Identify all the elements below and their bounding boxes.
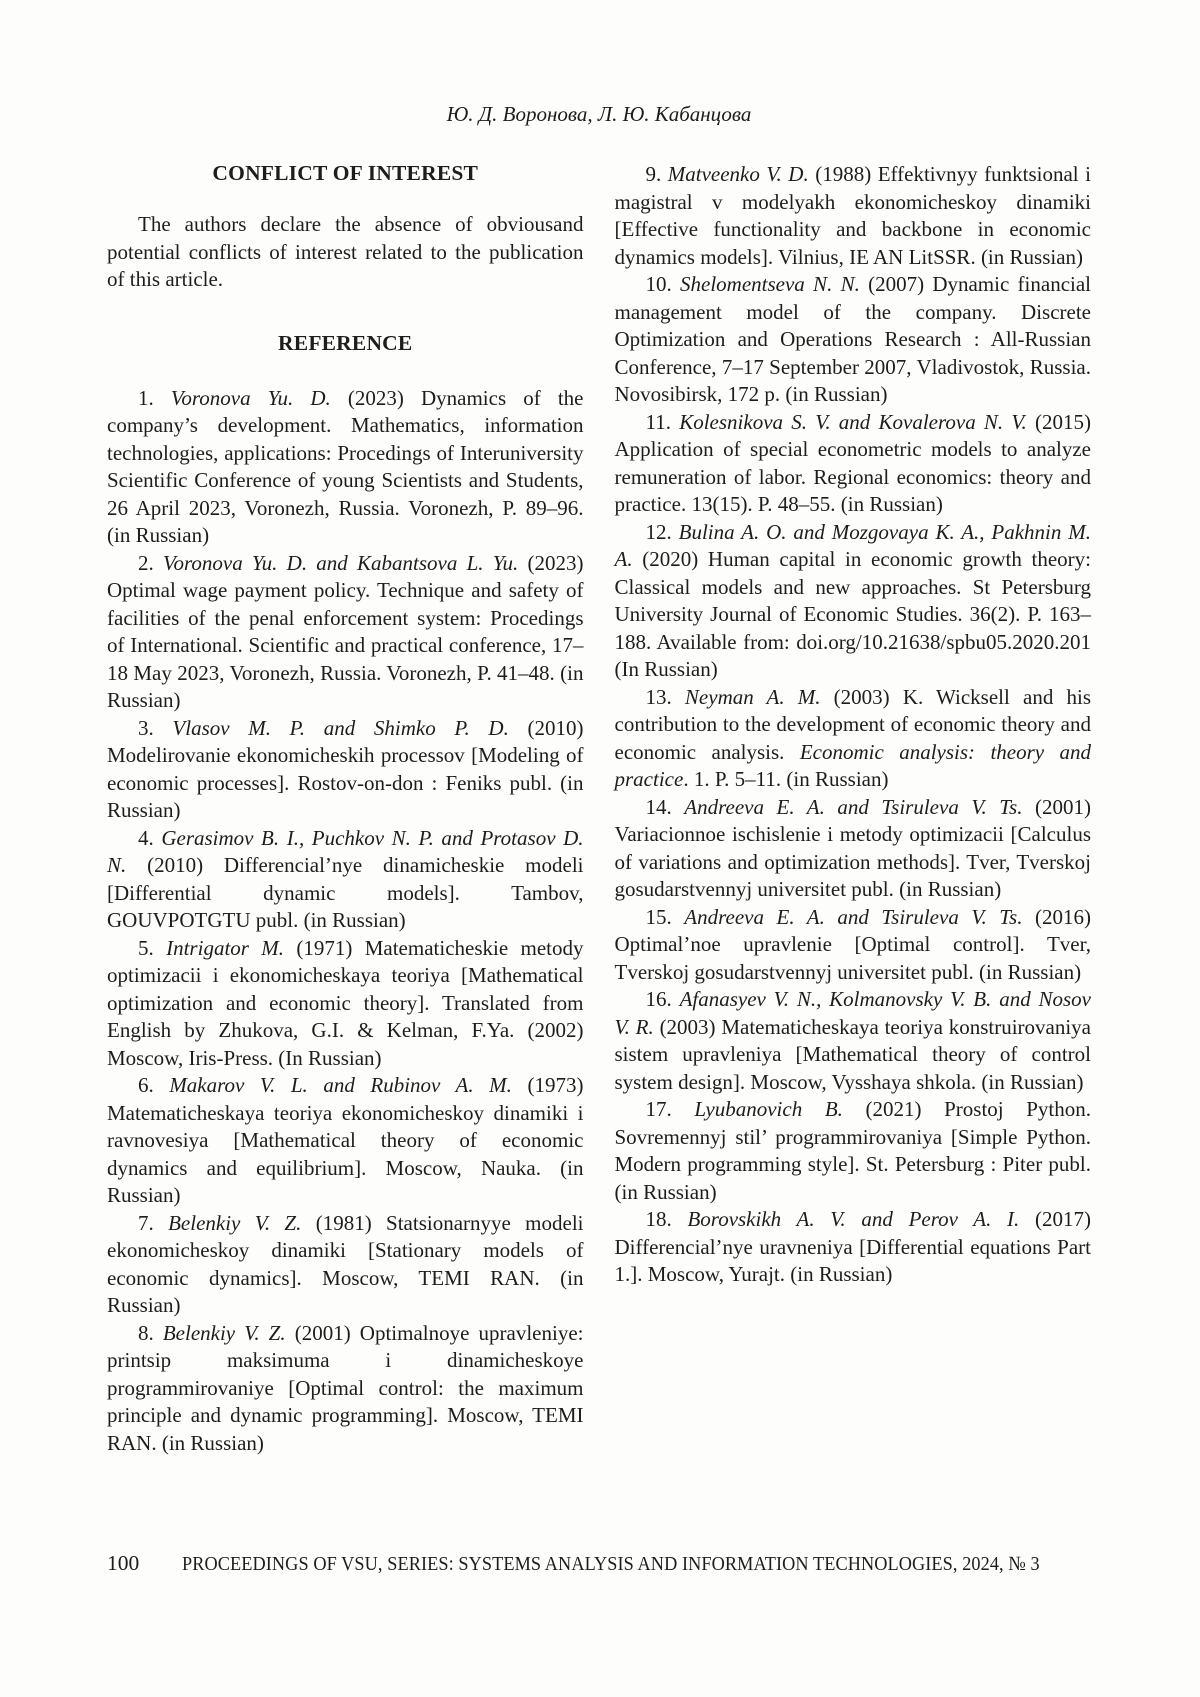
reference-italic-segment: Economic analysis: theory and practice — [614, 739, 1091, 791]
reference-item-2 — [107, 550, 584, 715]
reference-italic-segment: Matveenko V. D. — [667, 162, 809, 186]
conflict-of-interest-heading: CONFLICT OF INTEREST — [212, 161, 479, 185]
reference-text-segment: (1988) Effektivnyy funktsional i magistral v modelyakh ekonomicheskoy dinamiki [Effective functionality and backbone in economic dynamics models]. Vilnius, IE AN LitSSR. (in Russian) — [614, 162, 1091, 269]
reference-item-4 — [107, 825, 584, 935]
reference-item-12 — [615, 519, 1092, 684]
reference-text-segment: 16. — [645, 987, 680, 1011]
reference-italic-segment: Voronova Yu. D. and Kabantsova L. Yu. — [162, 550, 519, 575]
reference-text-segment: 17. — [645, 1097, 695, 1121]
reference-item-7 — [107, 1210, 584, 1320]
reference-item-9 — [615, 161, 1092, 271]
reference-item-8 — [107, 1320, 584, 1458]
reference-text-segment: . 1. P. 5–11. (in Russian) — [683, 767, 889, 791]
left-column — [107, 161, 584, 1457]
references-list-right — [615, 161, 1092, 1289]
reference-item-5 — [107, 935, 584, 1073]
reference-italic-segment: Bulina A. O. and Mozgovaya K. A., Pakhnin M. A. — [614, 519, 1092, 571]
reference-text-segment: 2. — [138, 550, 163, 575]
reference-text-segment: (2020) Human capital in economic growth theory: Classical models and new approaches. St Petersburg University Journal of Economic Studies. 36(2). P. 163–188. Available from: doi.org/10.21638/spbu05.2020.201 (In Russian) — [614, 547, 1091, 681]
reference-text-segment: (2003) Matematicheskaya teoriya konstruirovaniya sistem upravleniya [Mathematical theory of control system design]. Moscow, Vysshaya shkola. (in Russian) — [614, 1014, 1092, 1094]
reference-text-segment: (2021) Prostoj Python. Sovremennyj stil’ programmirovaniya [Simple Python. Modern programming style]. St. Petersburg : Piter publ. (in Russian) — [614, 1097, 1091, 1204]
reference-italic-segment: Shelomentseva N. N. — [680, 272, 860, 296]
reference-item-16 — [615, 986, 1092, 1096]
reference-italic-segment: Afanasyev V. N., Kolmanovsky V. B. and Nosov V. R. — [614, 987, 1092, 1039]
reference-heading: REFERENCE — [278, 330, 413, 355]
reference-text-segment: 3. — [138, 715, 173, 740]
reference-text-segment: (2017) Differencial’nye uravneniya [Differential equations Part 1.]. Moscow, Yurajt. (in Russian) — [614, 1207, 1091, 1286]
reference-text-segment: 1. — [138, 385, 171, 410]
reference-text-segment: 6. — [138, 1073, 170, 1097]
reference-text-segment: (2007) Dynamic financial management model of the company. Discrete Optimization and Operations Research : All-Russian Conference, 7–17 September 2007, Vladivostok, Russia. Novosibirsk, 172 p. (in Russian) — [614, 272, 1092, 406]
page-number: 100 — [107, 1551, 140, 1575]
reference-italic-segment: Makarov V. L. and Rubinov A. M. — [169, 1073, 512, 1097]
reference-text-segment: 4. — [138, 825, 162, 850]
reference-italic-segment: Gerasimov B. I., Puchkov N. P. and Protasov D. N. — [107, 825, 584, 877]
reference-text-segment: 14. — [645, 794, 685, 819]
reference-text-segment: 10. — [645, 272, 681, 296]
reference-text-segment: (1973) Matematicheskaya teoriya ekonomicheskoy dinamiki i ravnovesiya [Mathematical theory of economic dynamics and equilibrium]. Moscow, Nauka. (in Russian) — [107, 1073, 584, 1207]
reference-italic-segment: Andreeva E. A. and Tsiruleva V. Ts. — [684, 904, 1023, 929]
reference-text-segment: (2001) Variacionnoe ischislenie i metody optimizacii [Calculus of variations and optimization methods]. Tver, Tverskoj gosudarstvennyj universitet publ. (in Russian) — [614, 794, 1091, 901]
reference-text-segment: 7. — [138, 1210, 169, 1235]
reference-italic-segment: Intrigator M. — [166, 935, 285, 960]
reference-text-segment: 15. — [645, 904, 685, 929]
reference-text-segment: 5. — [138, 935, 167, 960]
reference-text-segment: (2023) Dynamics of the company’s development. Mathematics, information technologies, applications: Procedings of Interuniversity Scientific Conference of young Scientists and Students, 26 April 2023, Voronezh, Russia. Voronezh, P. 89–96. (in Russian) — [107, 385, 584, 547]
reference-italic-segment: Borovskikh A. V. and Perov A. I. — [687, 1207, 1020, 1231]
reference-text-segment: 18. — [645, 1207, 688, 1231]
reference-text-segment: (1981) Statsionarnyye modeli ekonomicheskoy dinamiki [Stationary models of economic dynamics]. Moscow, TEMI RAN. (in Russian) — [107, 1210, 584, 1317]
page-footer — [107, 1551, 1146, 1576]
reference-text-segment: 13. — [645, 684, 685, 709]
two-column-layout — [107, 161, 1091, 1457]
reference-item-3 — [107, 715, 584, 825]
reference-item-11 — [615, 409, 1092, 519]
journal-title: PROCEEDINGS OF VSU, SERIES: SYSTEMS ANALYSIS AND INFORMATION TECHNOLOGIES, 2024, № 3 — [182, 1553, 1040, 1575]
reference-italic-segment: Belenkiy V. Z. — [162, 1320, 286, 1345]
reference-italic-segment: Andreeva E. A. and Tsiruleva V. Ts. — [684, 794, 1023, 819]
reference-item-15 — [615, 904, 1092, 987]
reference-text-segment: 12. — [645, 519, 679, 544]
reference-item-17 — [615, 1096, 1092, 1206]
reference-text-segment: (2015) Application of special econometric models to analyze remuneration of labor. Regional economics: theory and practice. 13(15). P. 48–55. (in Russian) — [614, 409, 1091, 516]
reference-italic-segment: Vlasov M. P. and Shimko P. D. — [172, 715, 509, 740]
reference-text-segment: (1971) Matematicheskie metody optimizacii i ekonomicheskaya teoriya [Mathematical optimization and economic theory]. Translated from English by Zhukova, G.I. & Kelman, F.Ya. (2002) Moscow, Iris-Press. (In Russian) — [107, 935, 584, 1070]
reference-text-segment: (2010) Differencial’nye dinamicheskie modeli [Differential dynamic models]. Tambov, GOUVPOTGTU publ. (in Russian) — [107, 853, 584, 932]
reference-item-18 — [615, 1206, 1092, 1289]
reference-item-1 — [107, 385, 584, 550]
reference-italic-segment: Belenkiy V. Z. — [168, 1210, 302, 1235]
reference-italic-segment: Kolesnikova S. V. and Kovalerova N. V. — [679, 409, 1027, 434]
reference-italic-segment: Neyman A. M. — [684, 684, 821, 709]
running-head-authors: Ю. Д. Воронова, Л. Ю. Кабанцова — [446, 102, 752, 126]
reference-text-segment: 9. — [645, 162, 668, 186]
reference-text-segment: (2016) Optimal’noe upravlenie [Optimal control]. Tver, Tverskoj gosudarstvennyj universitet publ. (in Russian) — [614, 904, 1091, 984]
reference-text-segment: (2023) Optimal wage payment policy. Technique and safety of facilities of the penal enforcement system: Procedings of International. Scientific and practical conference, 17–18 May 2023, Voronezh, Russia. Voronezh, P. 41–48. (in Russian) — [107, 550, 584, 712]
reference-italic-segment: Lyubanovich B. — [694, 1097, 843, 1121]
reference-item-6 — [107, 1072, 584, 1210]
conflict-of-interest-paragraph: The authors declare the absence of obviousand potential conflicts of interest related to the publication of this article. — [107, 212, 584, 291]
right-column — [615, 161, 1092, 1457]
reference-text-segment: (2001) Optimalnoye upravleniye: printsip maksimuma i dinamicheskoye programmirovaniye [Optimal control: the maximum principle and dynamic programming]. Moscow, TEMI RAN. (in Russian) — [107, 1320, 584, 1455]
reference-text-segment: 8. — [138, 1320, 163, 1345]
reference-text-segment: 11. — [645, 409, 680, 434]
reference-text-segment: (2003) K. Wicksell and his contribution to the development of economic theory and economic analysis. — [614, 684, 1091, 764]
reference-text-segment: (2010) Modelirovanie ekonomicheskih processov [Modeling of economic processes]. Rostov-on-don : Feniks publ. (in Russian) — [107, 715, 584, 822]
reference-item-13 — [615, 684, 1092, 794]
reference-item-14 — [615, 794, 1092, 904]
reference-item-10 — [615, 271, 1092, 409]
reference-italic-segment: Voronova Yu. D. — [170, 385, 331, 410]
references-list-left — [107, 385, 584, 1458]
